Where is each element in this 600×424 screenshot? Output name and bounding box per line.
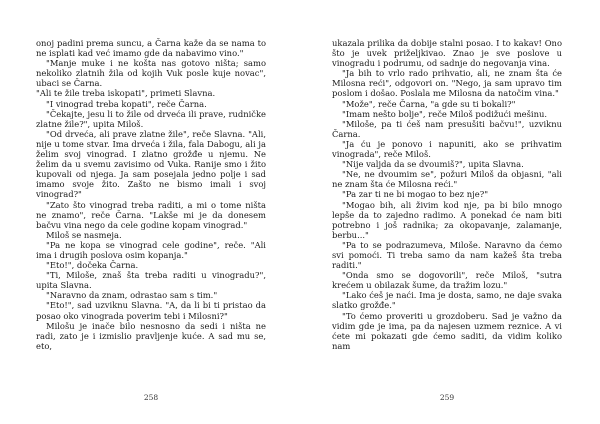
left-page	[36, 38, 266, 351]
paragraph: "To ćemo proveriti u grozdoberu. Sad je važno da vidim gde je ima, pa da najesen uzmem reznice. A vi ćete mi pokazati gde ćemo saditi, da vidim koliko nam	[332, 310, 562, 351]
paragraph: "Zato što vinograd treba raditi, a mi o tome ništa ne znamo", reče Čarna. "Lakše mi je da donesem bačvu vina nego da cele godine kopam vinograd."	[36, 199, 266, 230]
paragraph: "Čekajte, jesu li to žile od drveća ili prave, rudničke zlatne žile?", upita Miloš.	[36, 108, 266, 129]
paragraph: "Eto!", dočeka Čarna.	[46, 260, 139, 271]
right-page-text	[332, 38, 562, 351]
paragraph: "Miloše, pa ti ćeš nam presušiti bačvu!", uzviknu Čarna.	[332, 118, 562, 139]
left-page-text	[36, 38, 266, 351]
paragraph: "Može", reče Čarna, "a gde su ti bokali?"	[342, 98, 516, 109]
paragraph: "Od drveća, ali prave zlatne žile", reče Slavna. "Ali, nije u tome stvar. Ima drveća i žila, fala Dabogu, ali ja želim svoj vinograd. I zlatno grožđe u njemu. Ne želim da u svemu zavisimo od Vuka. Ranije smo i žito kupovali od njega. Ja sam posejala jedno polje i sad imamo svoje žito. Zašto ne bismo imali i svoj vinograd?"	[36, 128, 266, 200]
left-page-number: 258	[143, 393, 159, 402]
paragraph: Miloš se nasmeja.	[46, 229, 122, 240]
paragraph: "Eto!", sad uzviknu Slavna. "A, da li bi ti pristao da posao oko vinograda poverim tebi i Milosni?"	[36, 300, 266, 321]
paragraph: "Ali te žile treba iskopati", primeti Slavna.	[36, 88, 216, 99]
paragraph: "Manje muke i ne košta nas gotovo ništa; samo nekoliko zlatnih žila od kojih Vuk posle kuje novac", ubaci se Čarna.	[36, 58, 266, 89]
paragraph: "Ti, Miloše, znaš šta treba raditi u vinogradu?", upita Slavna.	[36, 270, 266, 291]
paragraph: "Ja ću je ponovo i napuniti, ako se prihvatim vinograda", reče Miloš.	[332, 138, 562, 160]
paragraph: "Imam nešto bolje", reče Miloš podižući mešinu.	[342, 108, 548, 119]
paragraph: "Naravno da znam, odrastao sam s tim."	[46, 290, 218, 301]
paragraph: "Lako ćeš je naći. Ima je dosta, samo, ne daje svaka slatko grožđe."	[332, 290, 562, 311]
paragraph: Milošu je inače bilo nesnosno da sedi i ništa ne radi, zato je i izmislio pravljenje kuće. A sad mu se, eto,	[36, 320, 266, 351]
paragraph: onoj padini prema suncu, a Čarna kaže da se nama to ne isplati kad već imamo gde da nabavimo vino."	[36, 38, 266, 59]
paragraph: "Ne, ne dvoumim se", požuri Miloš da objasni, "ali ne znam šta će Milosna reći."	[332, 169, 562, 190]
paragraph: "Pa to se podrazumeva, Miloše. Naravno da ćemo svi pomoći. Ti treba samo da nam kažeš šta treba raditi."	[332, 239, 562, 271]
paragraph: "Onda smo se dogovorili", reče Miloš, "sutra krećem u obilazak šume, da tražim lozu."	[332, 270, 562, 291]
right-page-number: 259	[439, 393, 455, 402]
paragraph: "Pa zar ti ne bi mogao to bez nje?"	[342, 189, 489, 200]
paragraph: "Nije valjda da se dvoumiš?", upita Slavna.	[342, 159, 524, 170]
right-page	[332, 38, 562, 351]
paragraph: ukazala prilika da dobije stalni posao. I to kakav! Ono što je uvek priželjkivao. Znao je sve poslove u vinogradu i podrumu, od sadnje do negovanja vina.	[332, 38, 562, 69]
paragraph: "I vinograd treba kopati", reče Čarna.	[46, 98, 207, 109]
paragraph: "Pa ne kopa se vinograd cele godine", reče. "Ali ima i drugih poslova osim kopanja."	[36, 239, 266, 260]
paragraph: "Mogao bih, ali živim kod nje, pa bi bilo mnogo lepše da to zajedno radimo. A ponekad će nam biti potrebno i još radnika; za okopavanje, zalamanje, berbu..."	[332, 199, 562, 240]
paragraph: "Ja bih to vrlo rado prihvatio, ali, ne znam šta će Milosna reći", odgovori on. "Nego, ja sam upravo tim poslom i došao. Poslala me Milosna da natočim vina."	[332, 68, 562, 99]
